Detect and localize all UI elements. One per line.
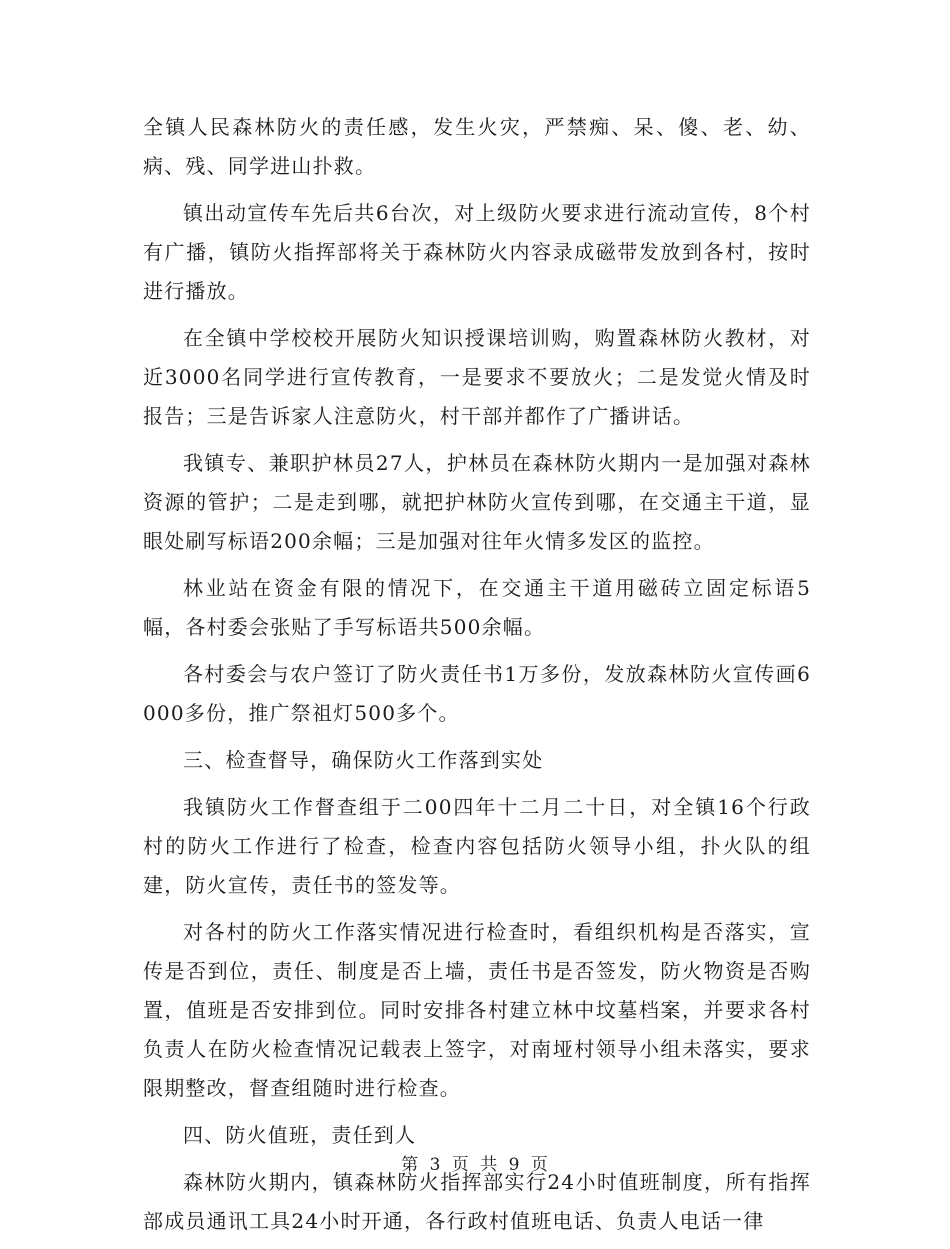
- paragraph-inspection-team: 我镇防火工作督查组于二00四年十二月二十日，对全镇16个行政村的防火工作进行了检查，检查内容包括防火领导小组，扑火队的组建，防火宣传，责任书的签发等。: [143, 795, 811, 897]
- paragraph-school-training: 在全镇中学校校开展防火知识授课培训购，购置森林防火教材，对近3000名同学进行宣传教育，一是要求不要放火；二是发觉火情及时报告；三是告诉家人注意防火，村干部并都作了广播讲话。: [143, 326, 811, 428]
- section-heading-duty: 四、防火值班，责任到人: [183, 1123, 417, 1147]
- paragraph-forestry-station: 林业站在资金有限的情况下，在交通主干道用磁砖立固定标语5幅，各村委会张贴了手写标语共500余幅。: [143, 576, 811, 639]
- page-footer: 第 3 页 共 9 页: [401, 1155, 549, 1175]
- paragraph-responsibility-letters: 各村委会与农户签订了防火责任书1万多份，发放森林防火宣传画6000多份，推广祭祖灯500多个。: [143, 662, 811, 725]
- document-body: [143, 108, 811, 1249]
- paragraph-duty-system: 森林防火期内，镇森林防火指挥部实行24小时值班制度，所有指挥部成员通讯工具24小时开通，各行政村值班电话、负责人电话一律: [143, 1170, 811, 1233]
- paragraph-propaganda-vehicle: 镇出动宣传车先后共6台次，对上级防火要求进行流动宣传，8个村有广播，镇防火指挥部将关于森林防火内容录成磁带发放到各村，按时进行播放。: [143, 201, 811, 303]
- section-heading-inspection: 三、检查督导，确保防火工作落到实处: [183, 748, 544, 772]
- paragraph-forest-rangers: 我镇专、兼职护林员27人，护林员在森林防火期内一是加强对森林资源的管护；二是走到哪，就把护林防火宣传到哪，在交通主干道，显眼处刷写标语200余幅；三是加强对往年火情多发区的监控。: [143, 451, 811, 553]
- paragraph-inspection-details: 对各村的防火工作落实情况进行检查时，看组织机构是否落实，宣传是否到位，责任、制度是否上墙，责任书是否签发，防火物资是否购置，值班是否安排到位。同时安排各村建立林中坟墓档案，并要求各村负责人在防火检查情况记载表上签字，对南垭村领导小组未落实，要求限期整改，督查组随时进行检查。: [143, 920, 811, 1100]
- paragraph-continued: 全镇人民森林防火的责任感，发生火灾，严禁痴、呆、傻、老、幼、病、残、同学进山扑救。: [143, 115, 811, 178]
